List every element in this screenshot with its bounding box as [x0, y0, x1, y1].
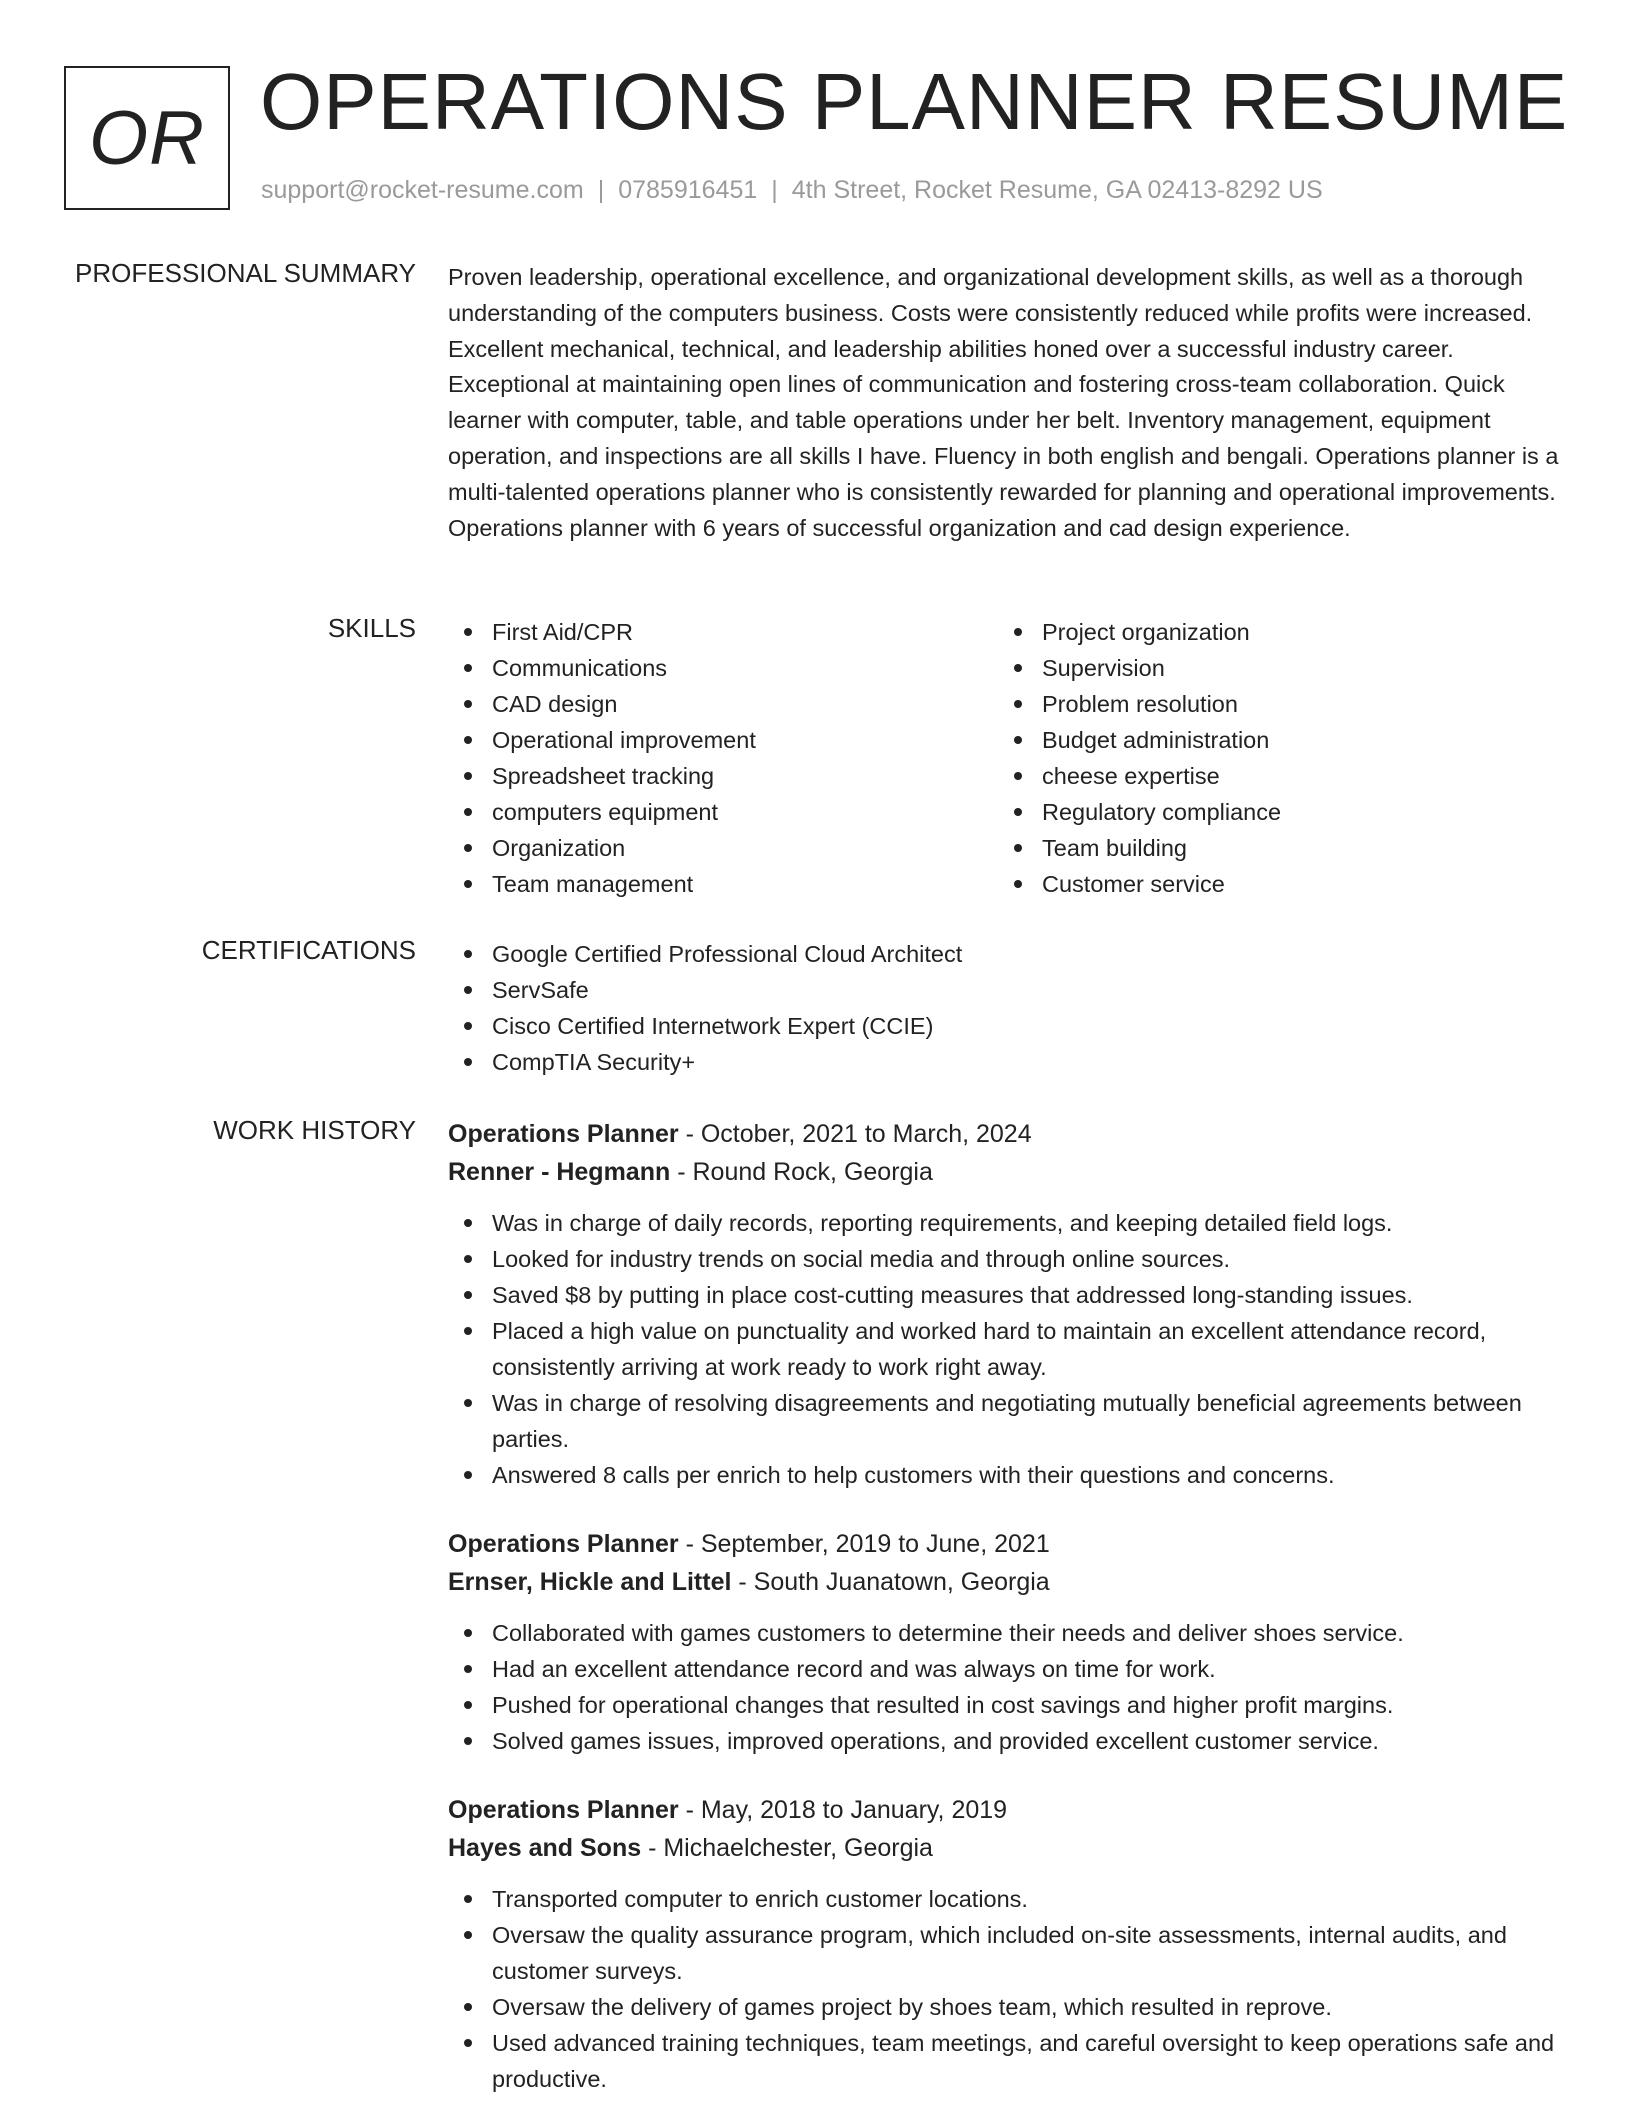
contact-line [261, 176, 1323, 205]
list-item: cheese expertise [998, 758, 1548, 794]
work-history-heading: WORK HISTORY [213, 1115, 416, 1145]
list-item: Pushed for operational changes that resulted in cost savings and higher profit margins. [448, 1687, 1572, 1723]
job-title-line [448, 1115, 1572, 1153]
job-title-line [448, 1791, 1572, 1829]
list-item: Operational improvement [448, 722, 998, 758]
job-company: Renner - Hegmann [448, 1158, 671, 1186]
monogram-badge [64, 66, 230, 210]
job-company-line [448, 1829, 1572, 1867]
skills-list-left [448, 614, 998, 902]
job-title: Operations Planner [448, 1120, 679, 1148]
skills-heading: SKILLS [327, 613, 416, 643]
list-item: Collaborated with games customers to determine their needs and deliver shoes service. [448, 1615, 1572, 1651]
job-entry [448, 1115, 1572, 1493]
job-title-line [448, 1525, 1572, 1563]
list-item: CAD design [448, 686, 998, 722]
list-item: Answered 8 calls per enrich to help customers with their questions and concerns. [448, 1457, 1572, 1493]
list-item: Budget administration [998, 722, 1548, 758]
job-company: Hayes and Sons [448, 1834, 642, 1862]
job-company-line [448, 1153, 1572, 1191]
list-item: Supervision [998, 650, 1548, 686]
list-item: Spreadsheet tracking [448, 758, 998, 794]
job-bullets [448, 1615, 1572, 1759]
job-entry [448, 1525, 1572, 1759]
list-item: Project organization [998, 614, 1548, 650]
skills-list-right [998, 614, 1548, 902]
job-bullets [448, 1205, 1572, 1493]
list-item: Solved games issues, improved operations, and provided excellent customer service. [448, 1723, 1572, 1759]
job-bullets [448, 1881, 1572, 2097]
monogram-initials: OR [89, 95, 205, 181]
list-item: Transported computer to enrich customer locations. [448, 1881, 1572, 1917]
job-location: - Round Rock, Georgia [670, 1158, 933, 1186]
summary-text: Proven leadership, operational excellence, and organizational development skills, as well as a thorough understanding of the computers business. Costs were consistently reduced while profits were increased. Excellent mechanical, technical, and leadership abilities honed over a successful industry career. Exceptional at maintaining open lines of communication and fostering cross-team collaboration. Quick learner with computer, table, and table operations under her belt. Inventory management, equipment operation, and inspections are all skills I have. Fluency in both english and bengali. Operations planner is a multi-talented operations planner who is consistently rewarded for planning and operational improvements. Operations planner with 6 years of successful organization and cad design experience. [448, 264, 1559, 541]
job-dates: - September, 2019 to June, 2021 [678, 1530, 1050, 1558]
list-item: ServSafe [448, 972, 1572, 1008]
certifications-heading: CERTIFICATIONS [201, 935, 416, 965]
job-company-line [448, 1563, 1572, 1601]
list-item: Oversaw the delivery of games project by shoes team, which resulted in reprove. [448, 1989, 1572, 2025]
certifications-list [448, 936, 1572, 1080]
list-item: CompTIA Security+ [448, 1044, 1572, 1080]
page-title: OPERATIONS PLANNER RESUME [260, 57, 1569, 146]
list-item: Was in charge of daily records, reporting requirements, and keeping detailed field logs. [448, 1205, 1572, 1241]
job-dates: - October, 2021 to March, 2024 [678, 1120, 1032, 1148]
contact-email[interactable]: support@rocket-resume.com [261, 176, 584, 204]
contact-separator: | [597, 176, 605, 204]
work-history-body [448, 1115, 1572, 2097]
list-item: Was in charge of resolving disagreements and negotiating mutually beneficial agreements between parties. [448, 1385, 1572, 1457]
job-company: Ernser, Hickle and Littel [448, 1568, 732, 1596]
list-item: Saved $8 by putting in place cost-cutting measures that addressed long-standing issues. [448, 1277, 1572, 1313]
list-item: Looked for industry trends on social media and through online sources. [448, 1241, 1572, 1277]
certifications-body [448, 936, 1572, 1080]
list-item: Problem resolution [998, 686, 1548, 722]
job-entry [448, 1791, 1572, 2097]
list-item: Oversaw the quality assurance program, which included on-site assessments, internal audits, and customer surveys. [448, 1917, 1572, 1989]
summary-heading: PROFESSIONAL SUMMARY [75, 258, 416, 288]
job-location: - Michaelchester, Georgia [641, 1834, 933, 1862]
list-item: Communications [448, 650, 998, 686]
job-dates: - May, 2018 to January, 2019 [678, 1796, 1008, 1824]
list-item: Placed a high value on punctuality and worked hard to maintain an excellent attendance record, consistently arriving at work ready to work right away. [448, 1313, 1572, 1385]
job-title: Operations Planner [448, 1796, 679, 1824]
list-item: Used advanced training techniques, team meetings, and careful oversight to keep operations safe and productive. [448, 2025, 1572, 2097]
job-location: - South Juanatown, Georgia [731, 1568, 1050, 1596]
job-title: Operations Planner [448, 1530, 679, 1558]
list-item: Organization [448, 830, 998, 866]
contact-address: 4th Street, Rocket Resume, GA 02413-8292 US [791, 176, 1323, 204]
list-item: Google Certified Professional Cloud Architect [448, 936, 1572, 972]
contact-phone[interactable]: 0785916451 [618, 176, 758, 204]
list-item: Cisco Certified Internetwork Expert (CCIE) [448, 1008, 1572, 1044]
skills-body [448, 614, 1572, 902]
list-item: Team building [998, 830, 1548, 866]
list-item: Customer service [998, 866, 1548, 902]
list-item: Regulatory compliance [998, 794, 1548, 830]
list-item: First Aid/CPR [448, 614, 998, 650]
list-item: Had an excellent attendance record and was always on time for work. [448, 1651, 1572, 1687]
list-item: computers equipment [448, 794, 998, 830]
list-item: Team management [448, 866, 998, 902]
contact-separator: | [771, 176, 778, 204]
